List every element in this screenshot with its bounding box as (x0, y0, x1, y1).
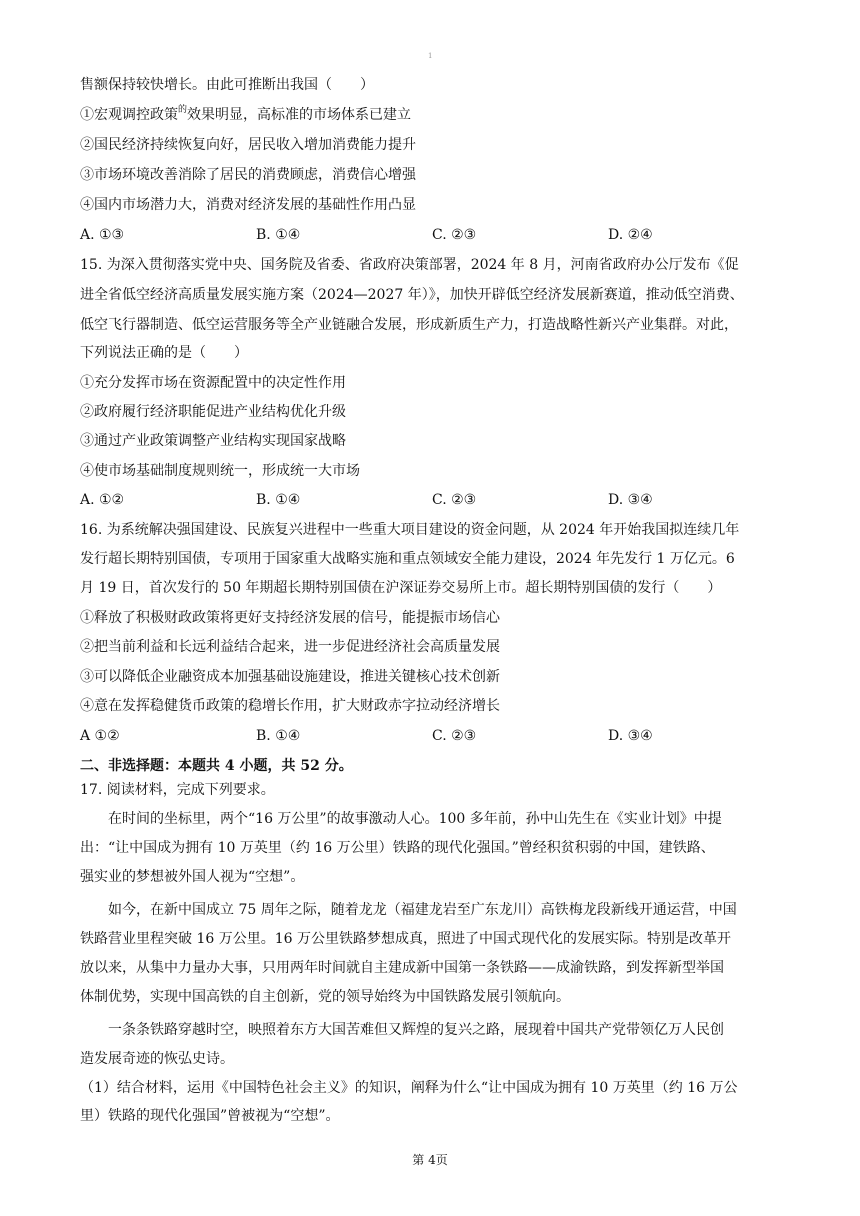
q16-option-b[interactable]: B. ①④ (256, 728, 301, 744)
q16-item-3: ③可以降低企业融资成本加强基础设施建设，推进关键核心技术创新 (80, 669, 500, 685)
q15-option-b[interactable]: B. ①④ (256, 492, 301, 508)
q14-item-2: ②国民经济持续恢复向好，居民收入增加消费能力提升 (80, 137, 416, 153)
q14-item-3: ③市场环境改善消除了居民的消费顾虑，消费信心增强 (80, 167, 416, 183)
q16-option-d[interactable]: D. ③④ (608, 728, 653, 744)
q16-stem-line-3: 月 19 日，首次发行的 50 年期超长期特别国债在沪深证券交易所上市。超长期特别国债的发行（ ） (80, 580, 722, 596)
q16-option-c[interactable]: C. ②③ (432, 728, 477, 744)
top-mark: 1 (428, 52, 433, 60)
q15-item-4: ④使市场基础制度规则统一，形成统一大市场 (80, 463, 360, 479)
q14-stem-tail: 售额保持较快增长。由此可推断出我国（ ） (80, 77, 374, 93)
q17-material-line-5: 铁路营业里程突破 16 万公里。16 万公里铁路梦想成真，照进了中国式现代化的发展实际。特别是改革开 (80, 931, 731, 947)
q17-material-line-8: 一条条铁路穿越时空，映照着东方大国苦难但又辉煌的复兴之路，展现着中国共产党带领亿万人民创 (108, 1022, 724, 1038)
section-heading: 二、非选择题：本题共 4 小题，共 52 分。 (80, 758, 353, 774)
q14-option-c[interactable]: C. ②③ (432, 227, 477, 243)
q17-material-line-7: 体制优势，实现中国高铁的自主创新，党的领导始终为中国铁路发展引领航向。 (80, 989, 570, 1005)
q15-option-d[interactable]: D. ③④ (608, 492, 653, 508)
q14-option-d[interactable]: D. ②④ (608, 227, 653, 243)
q17-material-line-3: 强实业的梦想被外国人视为“空想”。 (80, 869, 305, 885)
page-number: 第 4页 (412, 1153, 448, 1167)
q16-item-1: ①释放了积极财政政策将更好支持经济发展的信号，能提振市场信心 (80, 610, 500, 626)
q15-item-3: ③通过产业政策调整产业结构实现国家战略 (80, 433, 346, 449)
q17-material-line-2: 出：“让中国成为拥有 10 万英里（约 16 万公里）铁路的现代化强国。”曾经积贫积弱的中国，建铁路、 (80, 840, 715, 856)
q15-stem-line-2: 进全省低空经济高质量发展实施方案（2024—2027 年）》，加快开辟低空经济发展新赛道，推动低空消费、 (80, 287, 744, 303)
q15-item-2: ②政府履行经济职能促进产业结构优化升级 (80, 404, 346, 420)
q17-material-line-1: 在时间的坐标里，两个“16 万公里”的故事激动人心。100 多年前，孙中山先生在《实业计划》中提 (108, 811, 722, 827)
q17-question-line-2: 里）铁路的现代化强国”曾被视为“空想”。 (80, 1108, 340, 1124)
q17-material-line-9: 造发展奇迹的恢弘史诗。 (80, 1051, 234, 1067)
q15-stem-line-3: 低空飞行器制造、低空运营服务等全产业链融合发展，形成新质生产力，打造战略性新兴产业集群。对此， (80, 317, 738, 333)
q14-options (80, 225, 780, 245)
q17-material-line-6: 放以来，从集中力量办大事，只用两年时间就自主建成新中国第一条铁路——成渝铁路，到发挥新型举国 (80, 960, 724, 976)
q15-stem-line-1: 15. 为深入贯彻落实党中央、国务院及省委、省政府决策部署，2024 年 8 月，河南省政府办公厅发布《促 (80, 257, 739, 273)
q14-option-b[interactable]: B. ①④ (256, 227, 301, 243)
q16-item-2: ②把当前利益和长远利益结合起来，进一步促进经济社会高质量发展 (80, 639, 500, 655)
q16-stem-line-2: 发行超长期特别国债，专项用于国家重大战略实施和重点领域安全能力建设，2024 年先发行 1 万亿元。6 (80, 551, 735, 567)
q15-item-1: ①充分发挥市场在资源配置中的决定性作用 (80, 375, 346, 391)
q17-question-line-1: （1）结合材料，运用《中国特色社会主义》的知识，阐释为什么“让中国成为拥有 10 万英里（约 16 万公 (80, 1080, 738, 1096)
q14-option-a[interactable]: A. ①③ (80, 227, 125, 243)
q15-option-a[interactable]: A. ①② (80, 492, 125, 508)
q17-material-line-4: 如今，在新中国成立 75 周年之际，随着龙龙（福建龙岩至广东龙川）高铁梅龙段新线开通运营，中国 (108, 902, 737, 918)
q16-stem-line-1: 16. 为系统解决强国建设、民族复兴进程中一些重大项目建设的资金问题，从 2024 年开始我国拟连续几年 (80, 522, 740, 538)
q14-item-1: ①宏观调控政策$^的$效果明显，高标准的市场体系已建立 (80, 105, 412, 123)
q15-options (80, 490, 780, 510)
q17-stem: 17. 阅读材料，完成下列要求。 (80, 782, 275, 798)
q16-option-a[interactable]: A ①② (80, 728, 120, 744)
q16-item-4: ④意在发挥稳健货币政策的稳增长作用，扩大财政赤字拉动经济增长 (80, 698, 500, 714)
q14-item-4: ④国内市场潜力大，消费对经济发展的基础性作用凸显 (80, 197, 416, 213)
q15-option-c[interactable]: C. ②③ (432, 492, 477, 508)
q15-stem-line-4: 下列说法正确的是（ ） (80, 345, 248, 361)
q14-small-char: 的 (178, 105, 188, 115)
q16-options (80, 726, 780, 746)
